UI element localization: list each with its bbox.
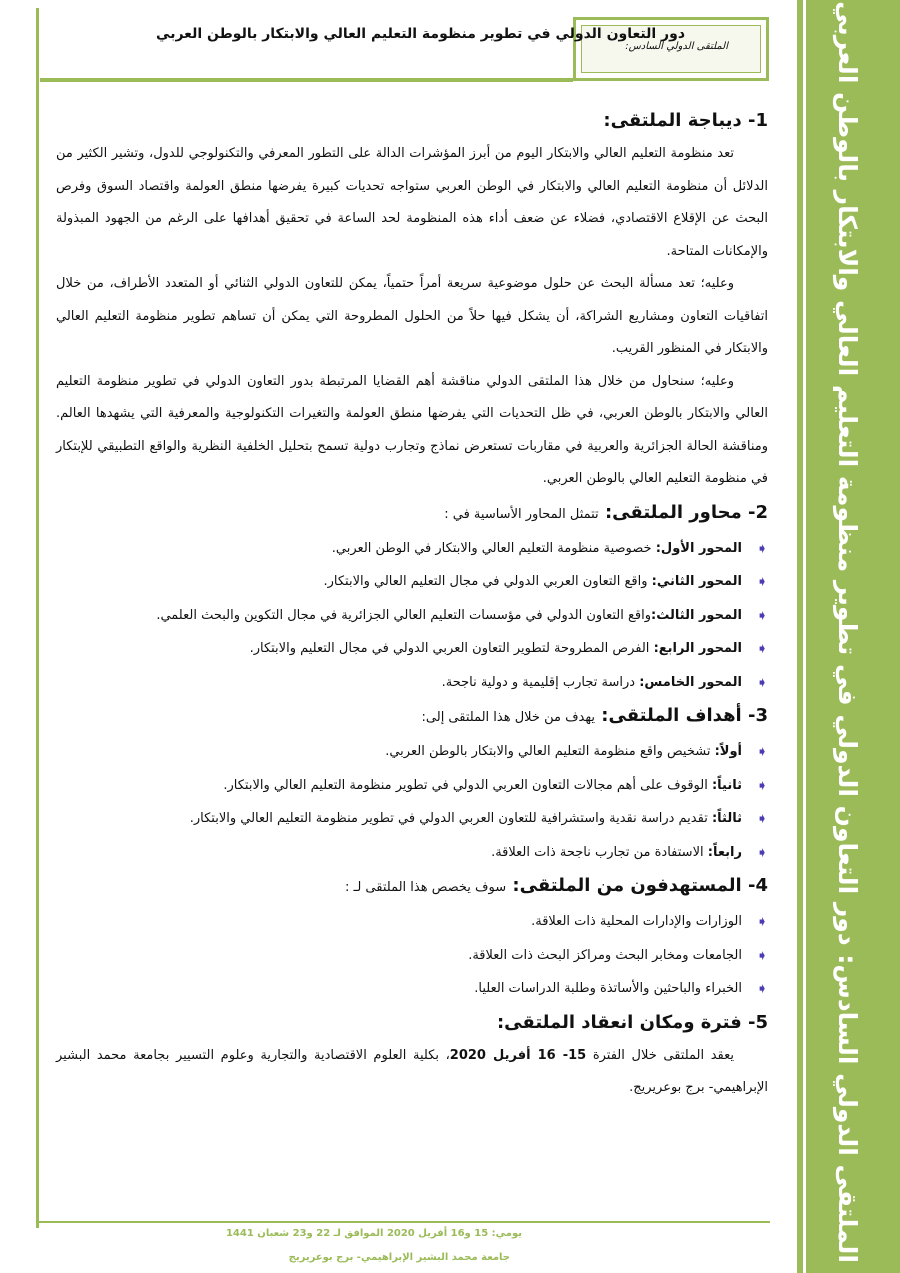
document-body [56, 104, 768, 1105]
item-text: واقع التعاون العربي الدولي في مجال التعليم العالي والابتكار. [323, 574, 648, 589]
arrow-bullet-icon: ➧ [756, 674, 768, 691]
list-item [56, 532, 768, 566]
footer-rule [36, 1221, 770, 1223]
list-item [56, 632, 768, 666]
item-label: المحور الثاني: [651, 574, 742, 589]
paragraph: تعد منظومة التعليم العالي والابتكار اليوم من أبرز المؤشرات الدالة على التطور المعرفي والتكنولوجي للدول، وتشير الكثير من الدلائل أن منظومة التعليم العالي والابتكار في الوطن العربي ستواجه تحديات كبيرة يفرضها منطق العولمة واقتصاد السوق وفرص البحث عن الإقلاع الاقتصادي، فضلاء عن ضعف أداء هذه المنظومة لحد الساعة في تحقيق أهدافها على الرغم من الجهود المبذولة والإمكانات المتاحة. [56, 146, 768, 259]
item-text: الخبراء والباحثين والأساتذة وطلبة الدراسات العليا. [474, 981, 742, 996]
section-heading-goals [56, 699, 768, 735]
arrow-bullet-icon: ➧ [756, 641, 768, 657]
list-item [56, 939, 768, 973]
item-text: واقع التعاون الدولي في مؤسسات التعليم العالي الجزائرية في مجال التكوين والبحث العلمي. [156, 607, 652, 623]
section-title-audience: 4- المستهدفون من الملتقى: [512, 875, 768, 896]
section-title-goals: 3- أهداف الملتقى: [601, 705, 768, 726]
arrow-bullet-icon: ➧ [756, 844, 768, 861]
section-title-axes: 2- محاور الملتقى: [604, 501, 768, 523]
paragraph: وعليه؛ سنحاول من خلال هذا الملتقى الدولي مناقشة أهم القضايا المرتبطة بدور التعاون الدولي في تطوير منظومة التعليم العالي والابتكار بالوطن العربي، في ظل التحديات التي يفرضها منطق العولمة والتغيرات التكنولوجية والمعرفية التي يشهدها العالم. ومناقشة الحالة الجزائرية والعربية في مقاربات تستعرض نماذج وتجارب دولية تسمح بتحليل الخلفية النظرية والواقع التطبيقي للإبتكار في منظومة التعليم العالي بالوطن العربي. [56, 373, 768, 486]
item-label: أولاً: [714, 744, 742, 759]
item-label: ثانياً: [711, 777, 742, 793]
list-item [56, 599, 768, 633]
venue-paragraph [56, 1040, 768, 1105]
item-text: الفرص المطروحة لتطوير التعاون العربي الدولي في مجال التعليم والابتكار. [249, 641, 650, 656]
item-text: تقديم دراسة نقدية واستشرافية للتعاون العربي الدولي في تطوير منظومة التعليم العالي والابتكار. [189, 811, 708, 826]
side-banner [797, 0, 900, 1273]
footer-university: جامعة محمد البشير الإبراهيمي- برج بوعريريج [288, 1252, 510, 1263]
list-item [56, 735, 768, 769]
page-header-title: دور التعاون الدولي في تطوير منظومة التعليم العالي والابتكار بالوطن العربي [156, 26, 685, 42]
header-label: الملتقى الدولي السادس: [625, 41, 728, 52]
section-heading-axes [56, 496, 768, 532]
arrow-bullet-icon: ➧ [756, 540, 768, 557]
arrow-bullet-icon: ➧ [756, 574, 768, 590]
arrow-bullet-icon: ➧ [756, 811, 768, 827]
section-title-preamble: 1- ديباجة الملتقى: [603, 110, 768, 131]
item-label: رابعاً: [707, 844, 742, 860]
audience-list [56, 905, 768, 1006]
side-banner-stripe [803, 0, 806, 1273]
arrow-bullet-icon: ➧ [756, 947, 768, 964]
list-item [56, 802, 768, 836]
section-intro: يهدف من خلال هذا الملتقى إلى: [421, 710, 595, 725]
item-text: الجامعات ومخابر البحث ومراكز البحث ذات العلاقة. [468, 947, 742, 963]
axes-list [56, 532, 768, 700]
item-text: دراسة تجارب إقليمية و دولية ناجحة. [441, 674, 636, 690]
arrow-bullet-icon: ➧ [756, 744, 768, 760]
venue-text-start: يعقد الملتقى خلال الفترة [586, 1047, 735, 1063]
side-banner-text: الملتقى الدولي السادس: دور التعاون الدولي في تطوير منظومة التعليم العالي والابتكار بالوطن العربي [833, 1, 862, 1263]
list-item [56, 836, 768, 870]
list-item [56, 972, 768, 1006]
arrow-bullet-icon: ➧ [756, 777, 768, 794]
list-item [56, 565, 768, 599]
item-text: تشخيص واقع منظومة التعليم العالي والابتكار بالوطن العربي. [385, 744, 711, 759]
item-label: ثالثاً: [711, 811, 742, 826]
item-label: المحور الأول: [655, 540, 742, 556]
list-item [56, 905, 768, 939]
item-text: خصوصية منظومة التعليم العالي والابتكار في الوطن العربي. [331, 540, 652, 556]
list-item [56, 769, 768, 803]
section-intro: تتمثل المحاور الأساسية في : [444, 506, 599, 522]
goals-list [56, 735, 768, 869]
paragraph: وعليه؛ تعد مسألة البحث عن حلول موضوعية سريعة أمراً حتمياً، يمكن للتعاون الدولي الثنائي أو المتعدد الأطراف، من خلال اتفاقيات التعاون ومشاريع الشراكة، أن يشكل فيها حلاً من الحلول المطروحة التي يمكن أن تساهم تطوير منظومة التعليم العالي والابتكار في المنظور القريب. [56, 276, 768, 356]
venue-dates: 15- 16 أفريل 2020 [449, 1047, 587, 1063]
item-label: المحور الرابع: [653, 641, 742, 656]
section-heading-audience [56, 869, 768, 905]
arrow-bullet-icon: ➧ [756, 607, 768, 624]
venue-text-end: ، بكلية العلوم الاقتصادية والتجارية وعلوم التسيير بجامعة محمد البشير الإبراهيمي- برج بوعريريج. [56, 1047, 768, 1095]
section-title-venue: 5- فترة ومكان انعقاد الملتقى: [496, 1011, 768, 1033]
footer-dates: يومي: 15 و16 أفريل 2020 الموافق لـ 22 و23 شعبان 1441 [225, 1228, 522, 1239]
item-text: الوزارات والإدارات المحلية ذات العلاقة. [531, 914, 742, 929]
arrow-bullet-icon: ➧ [756, 914, 768, 930]
list-item [56, 666, 768, 700]
item-text: الاستفادة من تجارب ناجحة ذات العلاقة. [491, 844, 704, 860]
item-label: المحور الخامس: [639, 674, 742, 690]
item-label: المحور الثالث: [651, 607, 742, 623]
section-intro: سوف يخصص هذا الملتقى لـ : [345, 880, 507, 895]
left-frame-line [36, 8, 39, 1228]
arrow-bullet-icon: ➧ [756, 981, 768, 997]
item-text: الوقوف على أهم مجالات التعاون العربي الدولي في تطوير منظومة التعليم العالي والابتكار. [223, 777, 708, 793]
header-rule [40, 78, 573, 82]
